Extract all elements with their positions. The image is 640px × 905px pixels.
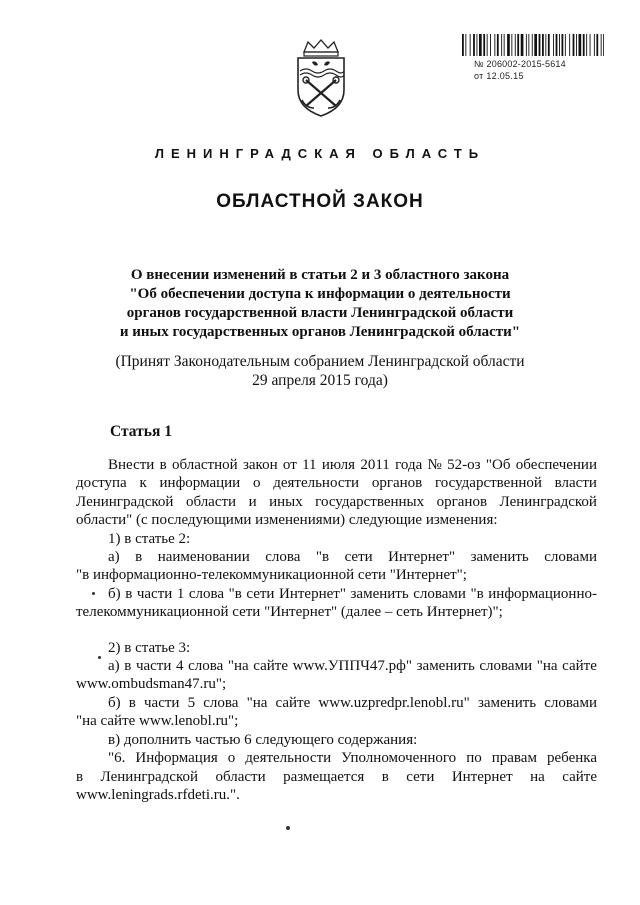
barcode-bar xyxy=(477,34,478,56)
article-word: заменить xyxy=(477,694,537,711)
article-word: иных xyxy=(269,493,303,510)
article-word: Внести xyxy=(108,457,155,473)
article-word: 52-оз xyxy=(447,457,481,473)
barcode-bar xyxy=(583,34,585,56)
barcode-bar xyxy=(528,34,529,56)
article-word: обеспечении xyxy=(515,457,597,473)
article-text-line xyxy=(76,585,597,603)
article-word: и xyxy=(248,493,257,510)
barcode-bar xyxy=(470,34,471,56)
article-text-line xyxy=(76,694,597,712)
barcode-bar xyxy=(565,34,566,56)
article-text-line xyxy=(76,548,597,566)
adoption-note-line: (Принят Законодательным собранием Ленинградской области xyxy=(115,353,525,370)
article-word: словами xyxy=(544,549,597,566)
barcode xyxy=(462,34,604,56)
article-word: Интернет xyxy=(451,768,513,785)
article-word: в xyxy=(124,658,132,675)
article-text-line xyxy=(76,786,597,804)
article-text: в) дополнить частью 6 следующего содержания: xyxy=(108,731,418,748)
article-word: на xyxy=(530,768,545,785)
article-text-line xyxy=(76,511,597,529)
article-word: органов xyxy=(371,475,423,492)
article-text: 1) в статье 2: xyxy=(108,530,191,547)
article-text-line xyxy=(76,493,597,511)
article-word: информационно- xyxy=(488,585,597,602)
law-title-line: органов государственной власти Ленинградской области xyxy=(126,305,514,321)
article-text: "на сайте www.lenobl.ru"; xyxy=(76,713,239,730)
barcode-bar xyxy=(497,34,499,56)
barcode-bar xyxy=(559,34,560,56)
article-word: словами xyxy=(544,694,597,711)
article-word: заменить xyxy=(350,585,409,602)
article-word: "6. xyxy=(108,750,126,767)
article-text-line xyxy=(76,768,597,786)
barcode-bar xyxy=(539,34,541,56)
registration-number: № 206002-2015-5614 xyxy=(474,59,566,69)
article-word: Ленинградской xyxy=(76,493,174,510)
article-word: а) xyxy=(108,658,120,675)
article-word: 1 xyxy=(176,585,185,602)
article-word: сети xyxy=(344,549,373,566)
barcode-bar xyxy=(487,34,488,56)
barcode-bar xyxy=(462,34,464,56)
barcode-bar xyxy=(483,34,485,56)
article-text: www.ombudsman47.ru"; xyxy=(76,676,227,693)
barcode-bar xyxy=(521,34,524,56)
article-word: "в xyxy=(470,585,484,602)
article-word: а) xyxy=(108,549,120,566)
barcode-bar xyxy=(545,34,546,56)
article-word: о xyxy=(227,750,236,767)
adoption-note-line: 29 апреля 2015 года) xyxy=(252,372,388,389)
barcode-bar xyxy=(504,34,505,56)
article-word: к xyxy=(139,475,147,492)
article-word: "в xyxy=(315,549,330,566)
article-word: закон xyxy=(242,457,278,473)
barcode-bar xyxy=(573,34,575,56)
article-word: государственной xyxy=(435,475,542,492)
barcode-bar xyxy=(473,34,475,56)
barcode-bar xyxy=(553,34,554,56)
article-word: Интернет" xyxy=(279,585,346,602)
article-word: области xyxy=(185,493,237,510)
article-word: информации xyxy=(159,475,241,492)
article-word: в xyxy=(381,768,389,785)
article-word: "на xyxy=(536,658,558,675)
article-word: Интернет" xyxy=(388,549,456,566)
article-word: Уполномоченного xyxy=(341,750,457,767)
barcode-bar xyxy=(548,34,550,56)
article-word: 2011 xyxy=(360,457,390,473)
article-body xyxy=(76,456,597,804)
article-word: сайте xyxy=(275,694,311,711)
article-text-line xyxy=(76,530,597,548)
article-word: 5 xyxy=(187,694,196,711)
law-title-line: О внесении изменений в статьи 2 и 3 областного закона xyxy=(130,267,510,283)
barcode-bar xyxy=(596,34,598,56)
law-title xyxy=(110,266,530,342)
article-word: наименовании xyxy=(157,549,250,566)
article-word: заменить xyxy=(416,658,475,675)
article-word: 11 xyxy=(302,457,317,473)
article-word: словами xyxy=(479,658,533,675)
article-word: сайте xyxy=(253,658,289,675)
article-word: "в xyxy=(228,585,242,602)
paragraph-gap xyxy=(76,622,597,639)
registration-date: от 12.05.15 xyxy=(474,71,524,81)
barcode-bar xyxy=(601,34,602,56)
article-word: сайте xyxy=(562,658,597,675)
barcode-bar xyxy=(586,34,587,56)
barcode-bar xyxy=(603,34,604,56)
article-word: власти xyxy=(554,475,597,492)
article-word: 4 xyxy=(175,658,184,675)
barcode-bar xyxy=(579,34,582,56)
article-text-line xyxy=(76,657,597,675)
scan-speck xyxy=(92,592,95,595)
barcode-bar xyxy=(532,34,533,56)
coat-of-arms-emblem xyxy=(290,38,352,118)
barcode-bar xyxy=(534,34,537,56)
article-word: "на xyxy=(246,694,268,711)
article-word: слова xyxy=(203,694,239,711)
barcode-bar xyxy=(515,34,516,56)
article-word: области xyxy=(215,768,266,785)
article-text-line xyxy=(76,639,597,657)
law-title-line: и иных государственных органов Ленинградской области" xyxy=(119,324,521,340)
article-word: б) xyxy=(108,585,121,602)
article-word: заменить xyxy=(470,549,529,566)
article-word: ребенка xyxy=(546,750,597,767)
barcode-bar xyxy=(465,34,466,56)
article-word: сети xyxy=(246,585,275,602)
article-word: сети xyxy=(406,768,435,785)
article-word: в xyxy=(128,694,136,711)
article-word: № xyxy=(427,457,442,473)
adoption-note xyxy=(100,352,540,390)
article-text: www.leningrads.rfdeti.ru.". xyxy=(76,786,240,803)
article-word: в xyxy=(135,549,143,566)
article-word: слова xyxy=(188,585,225,602)
article-word: словами xyxy=(413,585,466,602)
article-word: части xyxy=(144,694,180,711)
barcode-bar xyxy=(594,34,595,56)
article-word: Ленинградской xyxy=(499,493,597,510)
article-word: доступа xyxy=(76,475,127,492)
barcode-bar xyxy=(569,34,570,56)
article-word: в xyxy=(76,768,84,785)
article-word: деятельности xyxy=(273,475,360,492)
barcode-bar xyxy=(576,34,577,56)
article-heading: Статья 1 xyxy=(110,423,172,440)
article-word: в xyxy=(125,585,133,602)
article-text-line xyxy=(76,474,597,492)
article-word: "Об xyxy=(485,457,511,473)
article-word: органов xyxy=(436,493,488,510)
article-text-line xyxy=(76,712,597,730)
barcode-bar xyxy=(501,34,502,56)
barcode-bar xyxy=(507,34,510,56)
article-word: части xyxy=(136,585,173,602)
barcode-bar xyxy=(526,34,527,56)
barcode-bar xyxy=(490,34,491,56)
barcode-bar xyxy=(542,34,544,56)
article-word: правам xyxy=(491,750,537,767)
article-word: "на xyxy=(227,658,249,675)
barcode-bar xyxy=(511,34,512,56)
barcode-bar xyxy=(479,34,482,56)
article-word: областной xyxy=(172,457,238,473)
article-word: размещается xyxy=(283,768,365,785)
region-heading: ЛЕНИНГРАДСКАЯ ОБЛАСТЬ xyxy=(154,146,486,161)
article-text-line xyxy=(76,675,597,693)
article-text: 2) в статье 3: xyxy=(108,639,191,656)
article-word: июля xyxy=(321,457,356,473)
article-word: сайте xyxy=(562,768,597,785)
document-type-heading: ОБЛАСТНОЙ ЗАКОН xyxy=(216,191,424,212)
article-text-line xyxy=(76,566,597,584)
article-word: www.УППЧ47.рф" xyxy=(292,658,413,675)
article-text: "в информационно-телекоммуникационной сети "Интернет"; xyxy=(76,567,467,584)
article-word: в xyxy=(159,457,167,473)
article-word: деятельности xyxy=(245,750,332,767)
article-word: слова xyxy=(265,549,301,566)
article-word: года xyxy=(395,457,423,473)
article-text: области" (с последующими изменениями) следующие изменения: xyxy=(76,512,498,529)
article-word: о xyxy=(252,475,261,492)
law-title-line: "Об обеспечении доступа к информации о деятельности xyxy=(129,286,511,302)
barcode-bar xyxy=(556,34,558,56)
barcode-bar xyxy=(517,34,519,56)
article-text-line xyxy=(76,456,597,474)
article-text-line xyxy=(76,731,597,749)
barcode-bar xyxy=(590,34,591,56)
article-word: Ленинградской xyxy=(100,768,199,785)
article-word: б) xyxy=(108,694,121,711)
article-word: слова xyxy=(188,658,224,675)
article-word: по xyxy=(466,750,482,767)
scan-speck xyxy=(98,656,101,659)
article-text-line xyxy=(76,603,597,621)
scan-speck xyxy=(286,826,290,830)
article-word: Информация xyxy=(135,750,218,767)
article-text: телекоммуникационной сети "Интернет" (далее – сеть Интернет)"; xyxy=(76,604,503,621)
barcode-bar xyxy=(494,34,495,56)
article-word: www.uzpredpr.lenobl.ru" xyxy=(318,694,470,711)
barcode-bar xyxy=(562,34,564,56)
article-text-line xyxy=(76,749,597,767)
article-word: государственных xyxy=(315,493,425,510)
article-word: части xyxy=(135,658,172,675)
article-word: от xyxy=(282,457,297,473)
